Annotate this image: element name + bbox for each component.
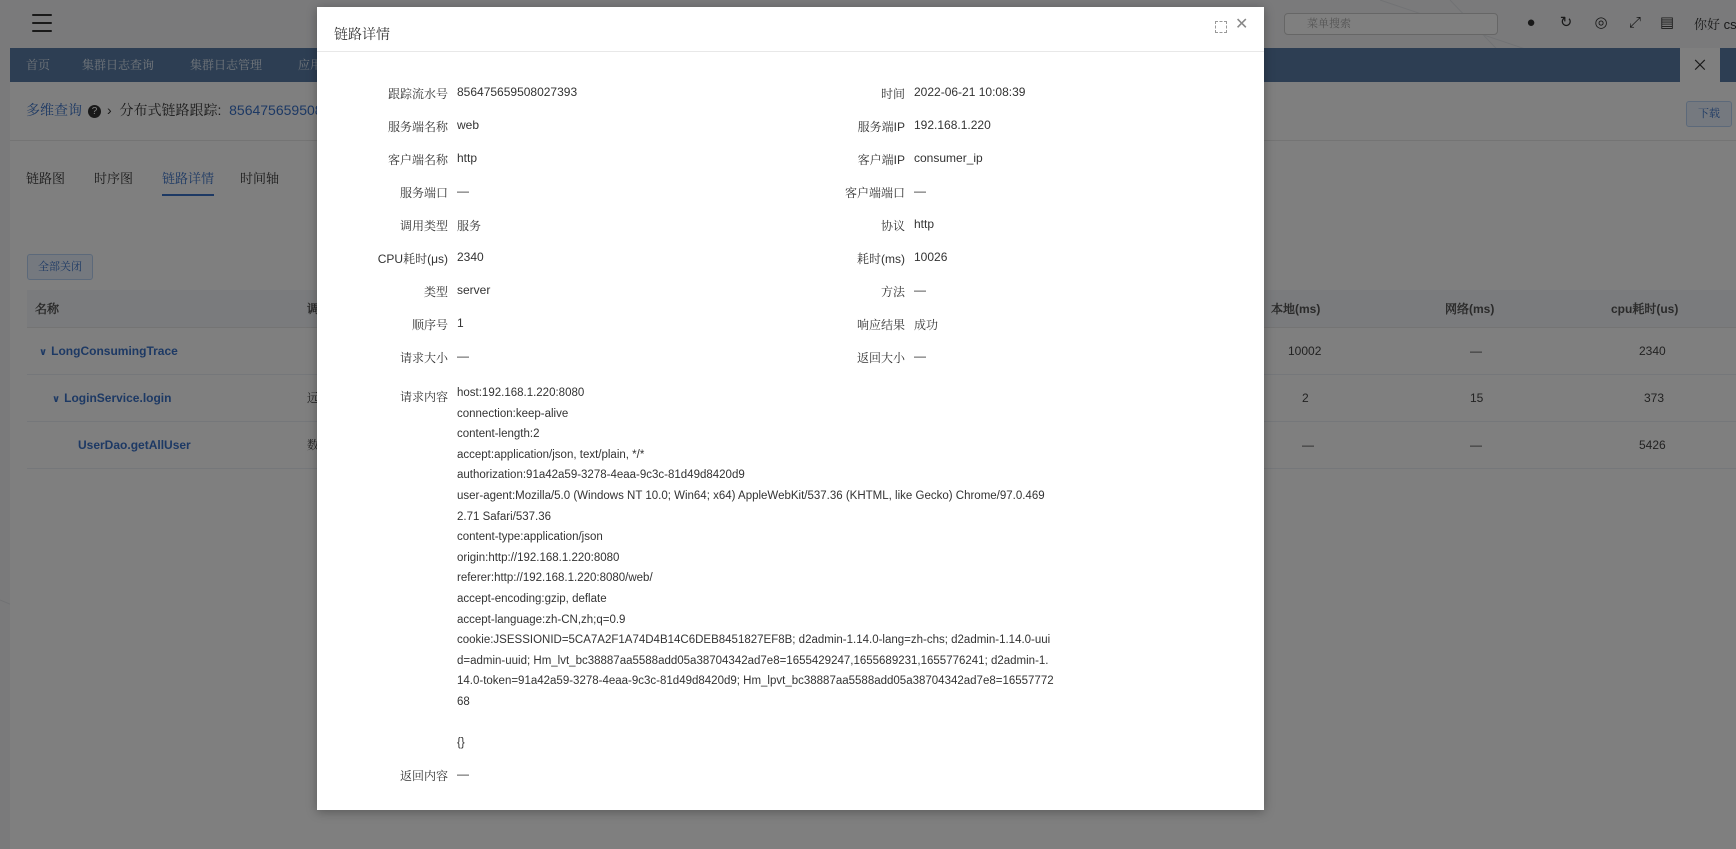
request-line: accept-language:zh-CN,zh;q=0.9 [457, 613, 626, 626]
field-label: 响应结果 [856, 318, 905, 332]
field-label: 顺序号 [411, 318, 448, 332]
request-content [457, 383, 1059, 754]
field-value: — [914, 349, 926, 363]
field-value: 服务 [457, 219, 482, 233]
field-label: 服务端IP [857, 120, 905, 134]
request-line: accept:application/json, text/plain, */* [457, 448, 645, 461]
request-line: cookie:JSESSIONID=5CA7A2F1A74D4B14C6DEB8451827EF8B; d2admin-1.14.0-lang=zh-chs; d2admin-1.14.0-uui [457, 634, 1051, 647]
request-content-label: 请求内容 [399, 390, 448, 404]
response-content-value: — [457, 767, 469, 781]
request-line: connection:keep-alive [457, 407, 569, 420]
field-label: 返回大小 [856, 351, 905, 365]
field-label: 调用类型 [399, 219, 448, 233]
field-value: server [457, 283, 491, 297]
request-line: origin:http://192.168.1.220:8080 [457, 551, 620, 564]
field-label: 客户端名称 [387, 153, 448, 167]
request-line: 2.71 Safari/537.36 [457, 510, 551, 523]
dialog-header [317, 7, 1264, 52]
request-line: content-length:2 [457, 428, 540, 441]
field-label: 客户端IP [857, 153, 905, 167]
field-value: 856475659508027393 [457, 85, 578, 99]
field-value: 192.168.1.220 [914, 118, 991, 132]
field-label: 服务端名称 [387, 120, 448, 134]
field-value: 2340 [457, 250, 484, 264]
field-value: consumer_ip [914, 151, 983, 165]
field-label: 跟踪流水号 [387, 87, 448, 101]
field-value: — [914, 184, 926, 198]
response-content-label: 返回内容 [399, 769, 448, 783]
request-line: host:192.168.1.220:8080 [457, 387, 585, 399]
field-label: 时间 [880, 87, 905, 101]
field-label: 类型 [423, 285, 448, 299]
request-line: d=admin-uuid; Hm_lvt_bc38887aa5588add05a38704342ad7e8=1655429247,1655689231,1655776241; d2admin-1. [457, 654, 1049, 667]
field-value: — [914, 283, 926, 297]
close-icon[interactable]: ✕ [1235, 16, 1249, 33]
request-line: accept-encoding:gzip, deflate [457, 592, 607, 605]
maximize-icon[interactable] [1215, 21, 1227, 33]
trace-detail-dialog [317, 7, 1264, 810]
field-label: 服务端口 [399, 186, 448, 200]
request-line: user-agent:Mozilla/5.0 (Windows NT 10.0; Win64; x64) AppleWebKit/537.36 (KHTML, like Gecko) Chrome/97.0.469 [457, 489, 1045, 502]
request-line: 14.0-token=91a42a59-3278-4eaa-9c3c-81d49d8420d9; Hm_lpvt_bc38887aa5588add05a38704342ad7e8=16557772 [457, 675, 1054, 688]
field-value: 2022-06-21 10:08:39 [914, 85, 1026, 99]
field-label: 协议 [880, 219, 905, 233]
field-value: — [457, 184, 469, 198]
request-line [457, 713, 1059, 734]
field-value: http [914, 217, 935, 231]
request-line: content-type:application/json [457, 531, 603, 544]
field-value: http [457, 151, 478, 165]
field-label: 客户端端口 [844, 186, 905, 200]
field-value: — [457, 349, 469, 363]
request-line: referer:http://192.168.1.220:8080/web/ [457, 572, 653, 585]
request-line: authorization:91a42a59-3278-4eaa-9c3c-81d49d8420d9 [457, 469, 745, 482]
field-value: 成功 [914, 318, 939, 332]
field-label: 方法 [880, 285, 905, 299]
field-label: 耗时(ms) [857, 252, 905, 266]
request-line: {} [457, 737, 465, 750]
field-value: 1 [457, 316, 464, 330]
request-line: 68 [457, 695, 470, 708]
field-label: CPU耗时(μs) [377, 252, 448, 266]
field-value: 10026 [914, 250, 948, 264]
dialog-title: 链路详情 [334, 26, 390, 42]
field-label: 请求大小 [399, 351, 448, 365]
field-value: web [457, 118, 480, 132]
